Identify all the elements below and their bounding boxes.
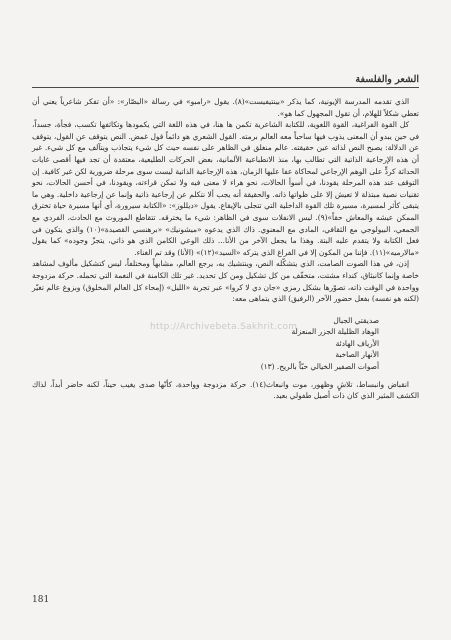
- poem-line: الأنهار الصاخبة: [335, 350, 379, 360]
- header-divider: [32, 87, 419, 88]
- body-text: [32, 96, 419, 402]
- paragraph: إذن، في هذا الصوت الصامت، الذي يتشكّله النص، وينتشيك به، يرجع العالم، مشابهاً ومختلفاً، ليس كتشكيل مألوف لمشاهد خاصة وإنما كانبثاق، كنداء مشتت، متخفّف من كل تشكيل ومن كل تحديد. غير تلك الكامنة في النغمة التي تحمله. حركة مزدوجة وواحدة في الوقت ذاته، تصوّرها بشكل رمزي «جان دي لا كروا» عبر تجربة «الليل» (إمحاء كل العالم المخلوق) وبزوغ عالم تغيّر (لكنه هو نفسه) بفعل حضور الآخر (الرفيق) الذي يتماهى معه:: [32, 259, 419, 304]
- poem-line: صديقتي الجبال: [333, 315, 379, 325]
- page-number: 181: [32, 595, 50, 605]
- closing-paragraph: انقباض وانبساط، تلاشٍ وظهور، موت وانبعاث(١٤). حركة مزدوجة وواحدة، كأنّها صدى يغيب حيناً، لكنه حاضر أبداً، لذاك الكشف المثير الذي كان ذات أصيل طفولي بعيد.: [32, 379, 419, 401]
- paragraph: كل القوة الفراغية، القوة اللغوية، للكتابة الشاعرية تكمن ها هنا، في هذه اللغة التي يكمودها وتكاثفها تكسب، فجأة، جسداً، في حين يبدو أن المعنى يذوب فيها ساحباً معه العالم برمته. القول الشعري هو دائماً قول غمض. النص يتوقف عن القول، يتوقف عن الدلالة: يصبح النص لذاته عين حقيقته. عالم منغلق في الظاهر على نفسه حيث كل شيء يتجاذب ويتآلف مع كل شيء. غير أن هذه الإرجاعية الذاتية التي تطالب بها، منذ الانطباعية الألمانية، بعض الحركات الطليعية، معتقدة أن تجد فيها أقصى غايات الحداثة كردٍّ على الوهم الإرجاعي لمحاكاة عفا عليها الزمان، هذه الإرجاعية الذاتية ليست سوى مرحلة ضرورية لكن غير كافية. إن التوقف عند هذه المرحلة يقودنا، في أسوأ الحالات، نحو هراء لا معنى فيه ولا تمكن قراءته، ويقودنا، في أحسن الحالات، نحو تقنيات نصية مبتذلة لا تعيش إلا على ظواتها ذاته. والحقيقة أنه يجب ألا نتكلم عن إرجاعية ذاتية وإنما عن إرجاعية داخلية. وهي ما يتبقى كأثر لمسيرة، مسيرة تلك القوة الداخلية التي تتجلى بالإيقاع. يقول «ديللوز»: «الكتابة سيرورة، أي أنها مسيرة حياة تخترق الممكن عيشه والمعاش حقاً»(٩). ليس الانفلات سوى في الظاهر: شيء ما يخترقه. تتقاطع الموروث مع الحادث، الفردي مع الجمعي، البيولوجي مع الثقافي، المادي مع المعنوي. ذاك الذي يدعوه «ميشونيك» «برهنسي القصيدة»(١٠) والذي يتكون في فعل الكتابة ولا يتقدم عليه البتة. وهذا ما يجعل الآخر من الأنا... ذلك الوعي الكامن الذي هو ذاتي، يتجزّ وجوده» كما يقول «مالارميه»(١١). فإننا من المكون إلا في الفراغ الذي يتركه «السيد»(١٢)» (الأنا) وقد تم الغناء.: [32, 120, 419, 257]
- header-title: الشعر والفلسفة: [355, 74, 419, 85]
- running-header: [32, 74, 419, 85]
- paragraph: الذي تقدمه المدرسة الإيونية، كما يذكر «بينتيفيست»(٨). يقول «رامبو» في رسالة «البصّار»: «أن تفكر شاعرياً يعني أن تعطي شكلاً للهلام، أن تقول المجهول كما هو».: [32, 97, 419, 118]
- poem-line: الأرياف الهادئة: [335, 338, 379, 348]
- archive-watermark: http://Archivebeta.Sakhrit.com: [150, 322, 298, 332]
- poem-line: الوهاد الظليلة الجزر المنعزلة: [291, 327, 379, 337]
- poem-line: أصوات الصفير الخيالي حبّاً بالريح. (١٣): [260, 362, 379, 372]
